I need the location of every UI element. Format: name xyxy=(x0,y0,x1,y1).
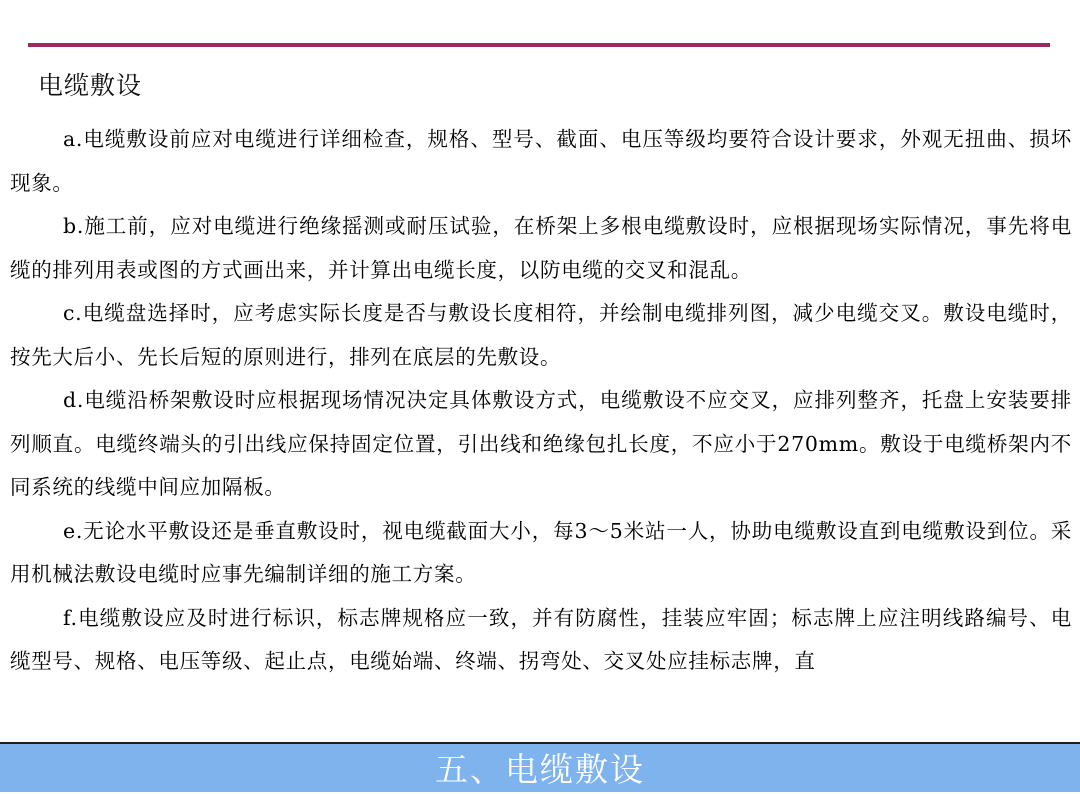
footer-banner xyxy=(0,742,1080,792)
body-text xyxy=(10,118,1072,684)
paragraph-e: e.无论水平敷设还是垂直敷设时，视电缆截面大小，每3～5米站一人，协助电缆敷设直到电缆敷设到位。采用机械法敷设电缆时应事先编制详细的施工方案。 xyxy=(10,518,1072,586)
paragraph-d: d.电缆沿桥架敷设时应根据现场情况决定具体敷设方式，电缆敷设不应交叉，应排列整齐，托盘上安装要排列顺直。电缆终端头的引出线应保持固定位置，引出线和绝缘包扎长度，不应小于270mm。敷设于电缆桥架内不同系统的线缆中间应加隔板。 xyxy=(10,388,1072,499)
paragraph-a: a.电缆敷设前应对电缆进行详细检查，规格、型号、截面、电压等级均要符合设计要求，外观无扭曲、损坏现象。 xyxy=(10,127,1072,195)
paragraph-f: f.电缆敷设应及时进行标识，标志牌规格应一致，并有防腐性，挂装应牢固；标志牌上应注明线路编号、电缆型号、规格、电压等级、起止点，电缆始端、终端、拐弯处、交叉处应挂标志牌，直 xyxy=(10,605,1072,673)
top-divider-rule xyxy=(28,43,1050,47)
section-title: 电缆敷设 xyxy=(38,71,143,100)
paragraph-c: c.电缆盘选择时，应考虑实际长度是否与敷设长度相符，并绘制电缆排列图，减少电缆交叉。敷设电缆时，按先大后小、先长后短的原则进行，排列在底层的先敷设。 xyxy=(10,301,1072,369)
paragraph-b: b.施工前，应对电缆进行绝缘摇测或耐压试验，在桥架上多根电缆敷设时，应根据现场实际情况，事先将电缆的排列用表或图的方式画出来，并计算出电缆长度，以防电缆的交叉和混乱。 xyxy=(10,214,1072,282)
footer-title: 五、电缆敷设 xyxy=(435,750,645,789)
